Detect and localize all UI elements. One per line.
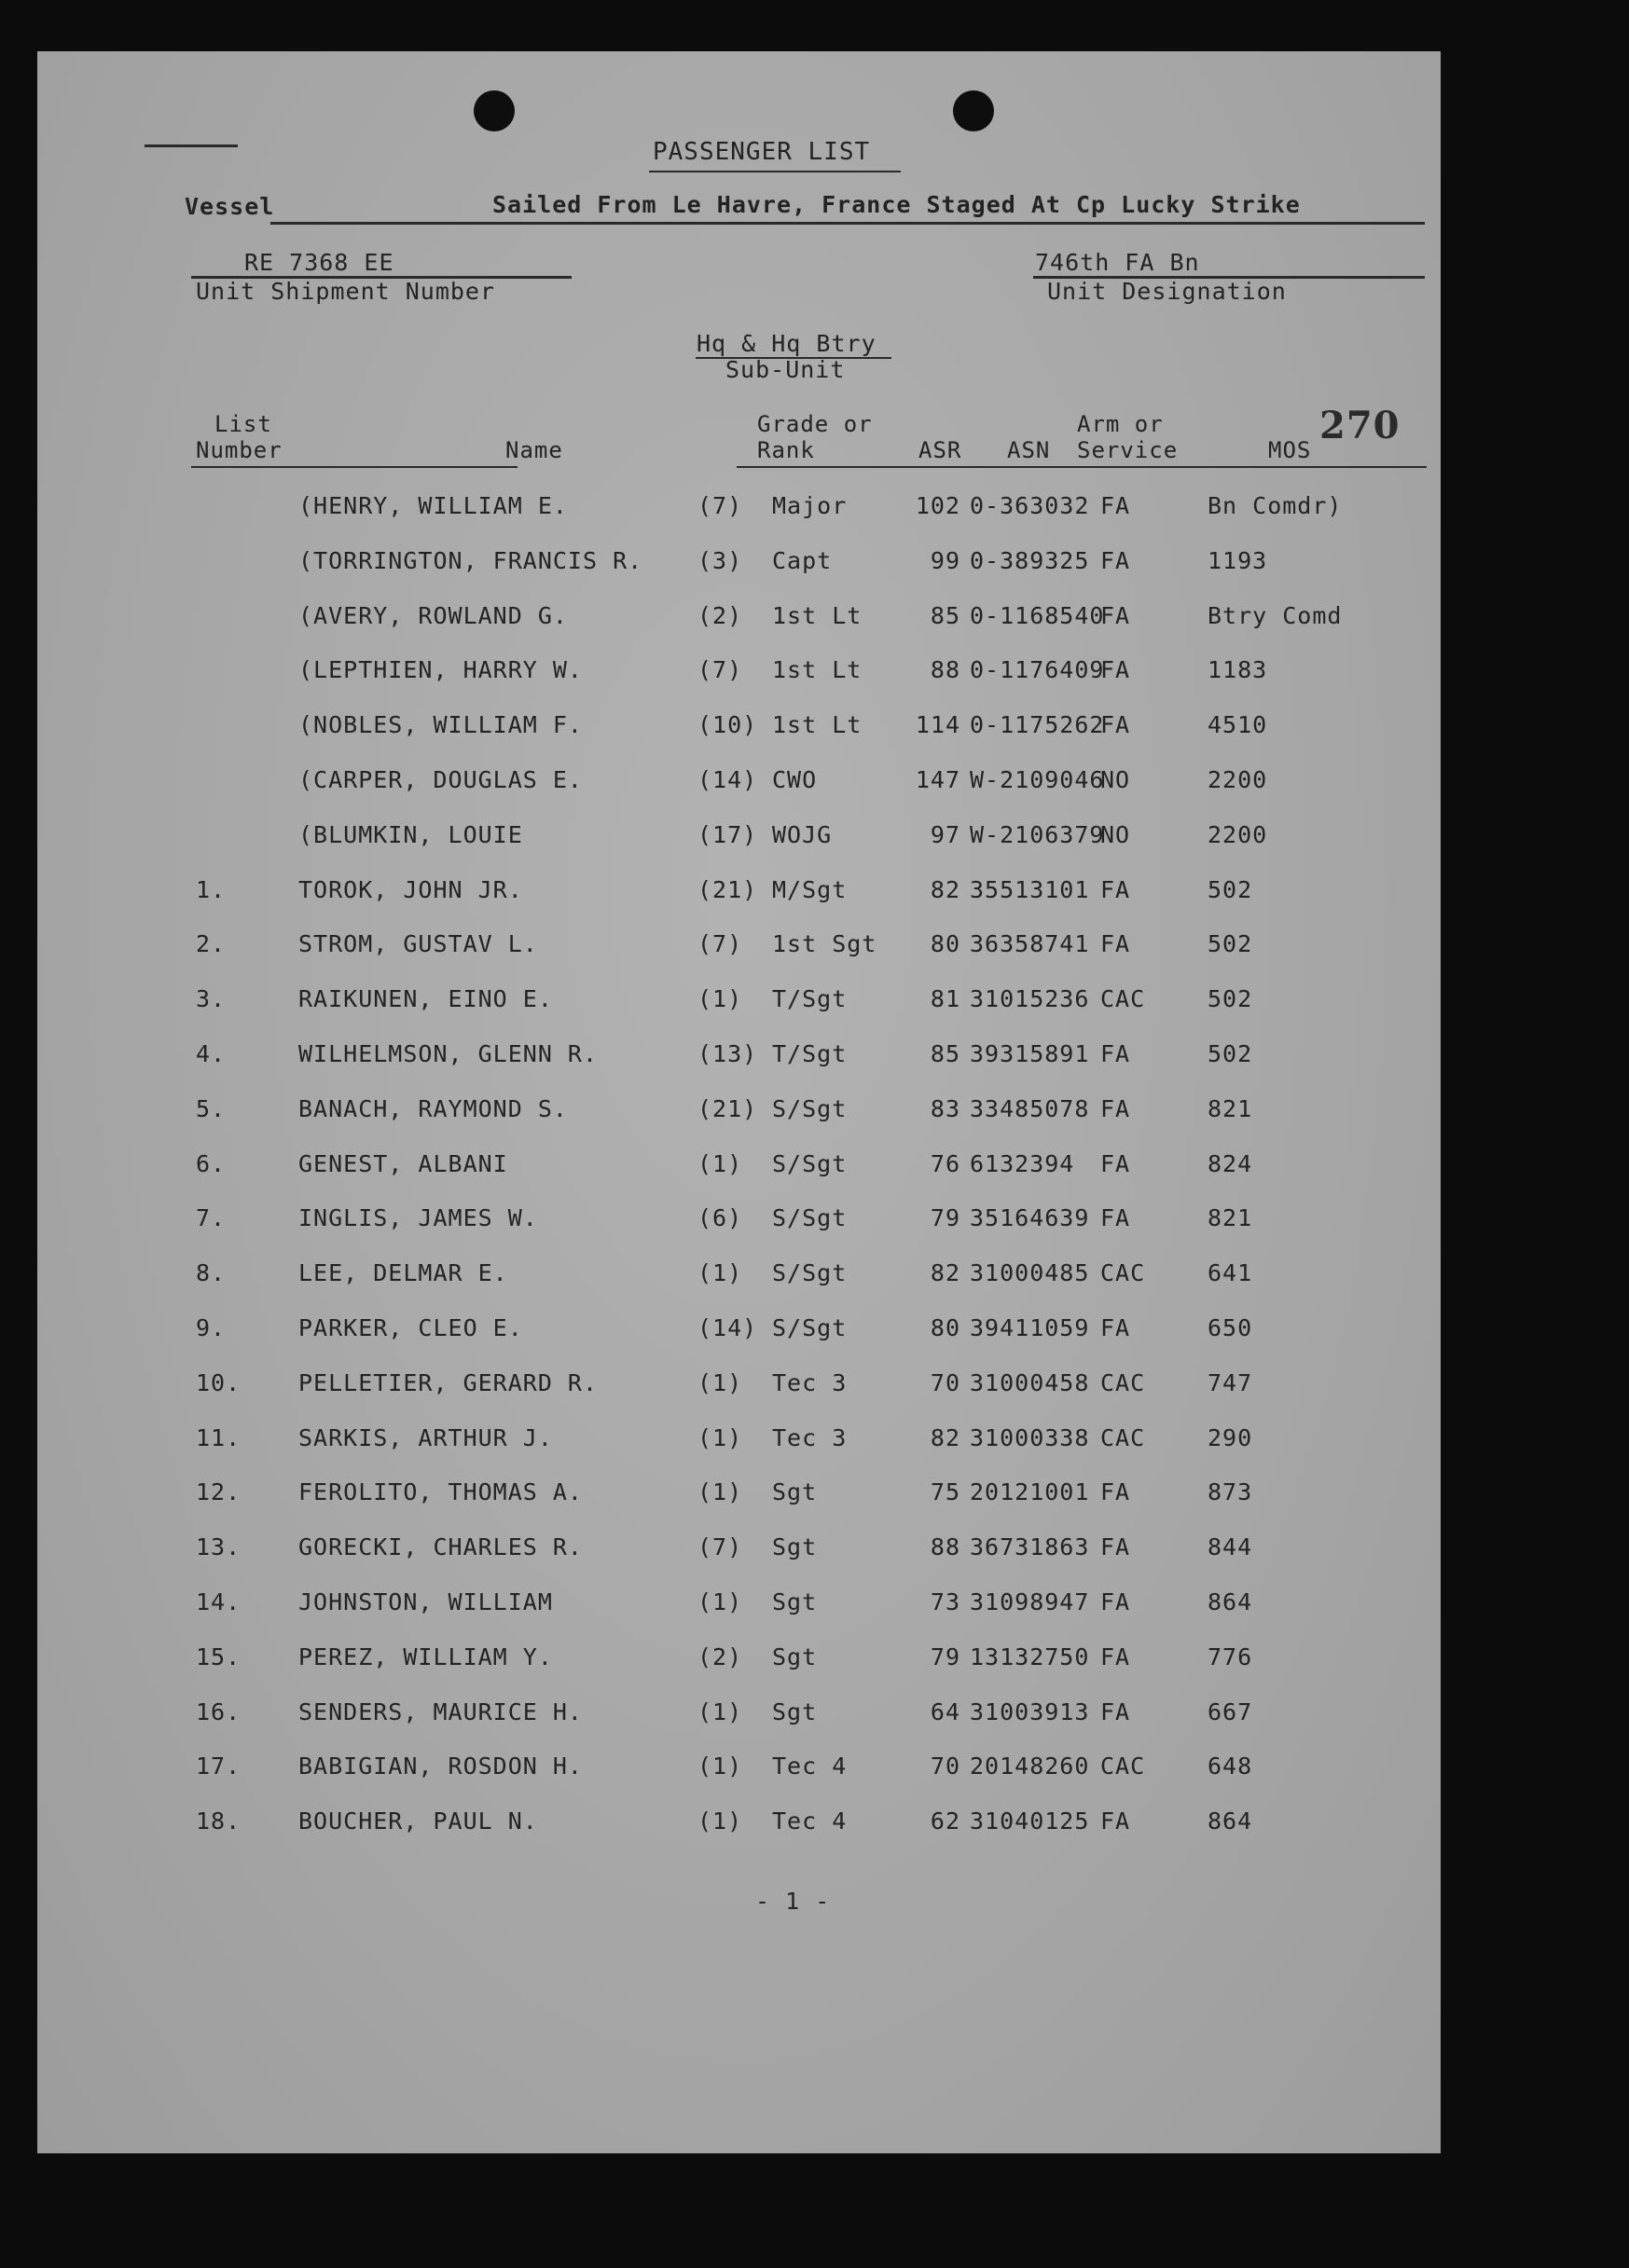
arm-or-service: FA: [1100, 547, 1131, 574]
mos: 747: [1208, 1369, 1253, 1396]
passenger-name: BOUCHER, PAUL N.: [298, 1808, 538, 1835]
arm-or-service: FA: [1100, 1040, 1131, 1067]
asn: 31040125: [970, 1808, 1090, 1835]
rank: WOJG: [772, 821, 833, 848]
list-number: 18.: [196, 1808, 242, 1835]
unit-designation-label: Unit Designation: [1047, 278, 1287, 305]
passenger-name: PEREZ, WILLIAM Y.: [298, 1643, 553, 1670]
grade-code: (1): [697, 985, 743, 1012]
mos: 650: [1208, 1314, 1253, 1341]
rank: 1st Sgt: [772, 930, 877, 957]
asr: 85: [930, 602, 960, 629]
grade-code: (1): [697, 1698, 743, 1725]
rank: Major: [772, 492, 848, 519]
asn: 0-1168540: [970, 602, 1105, 629]
asr: 75: [930, 1478, 960, 1505]
sailed-from-text: Sailed From Le Havre, France Staged At Cp Lucky Strike: [492, 191, 1301, 218]
mos: 824: [1208, 1150, 1253, 1177]
passenger-name: (HENRY, WILLIAM E.: [298, 492, 568, 519]
list-number: 5.: [196, 1095, 227, 1122]
list-number: 9.: [196, 1314, 227, 1341]
rank: Sgt: [772, 1478, 818, 1505]
asn: 20148260: [970, 1753, 1090, 1780]
rank: Capt: [772, 547, 833, 574]
asn: 31015236: [970, 985, 1090, 1012]
arm-or-service: CAC: [1100, 1259, 1146, 1286]
list-number: 1.: [196, 876, 227, 903]
asn: 33485078: [970, 1095, 1090, 1122]
grade-code: (14): [697, 1314, 758, 1341]
rank: T/Sgt: [772, 1040, 848, 1067]
asn: 31003913: [970, 1698, 1090, 1725]
passenger-name: RAIKUNEN, EINO E.: [298, 985, 553, 1012]
mos: 776: [1208, 1643, 1253, 1670]
grade-code: (1): [697, 1588, 743, 1615]
mos: 873: [1208, 1478, 1253, 1505]
passenger-name: TOROK, JOHN JR.: [298, 876, 523, 903]
passenger-name: GORECKI, CHARLES R.: [298, 1533, 583, 1560]
passenger-name: INGLIS, JAMES W.: [298, 1204, 538, 1231]
mos: 502: [1208, 930, 1253, 957]
vessel-label: Vessel: [185, 193, 275, 220]
grade-code: (13): [697, 1040, 758, 1067]
grade-code: (7): [697, 492, 743, 519]
vessel-line: [270, 222, 1425, 225]
grade-code: (1): [697, 1424, 743, 1451]
passenger-name: BANACH, RAYMOND S.: [298, 1095, 568, 1122]
arm-or-service: FA: [1100, 1698, 1131, 1725]
grade-code: (7): [697, 930, 743, 957]
arm-or-service: CAC: [1100, 985, 1146, 1012]
list-number: 14.: [196, 1588, 242, 1615]
passenger-name: JOHNSTON, WILLIAM: [298, 1588, 553, 1615]
grade-code: (2): [697, 1643, 743, 1670]
arm-or-service: NO: [1100, 821, 1131, 848]
rank: CWO: [772, 766, 818, 793]
asr: 83: [930, 1095, 960, 1122]
col-asr: ASR: [918, 437, 962, 463]
asr: 88: [930, 656, 960, 683]
grade-code: (21): [697, 876, 758, 903]
mos: 1183: [1208, 656, 1268, 683]
arm-or-service: FA: [1100, 1478, 1131, 1505]
rank: Sgt: [772, 1643, 818, 1670]
passenger-name: GENEST, ALBANI: [298, 1150, 508, 1177]
rank: 1st Lt: [772, 656, 863, 683]
arm-or-service: FA: [1100, 1204, 1131, 1231]
grade-code: (14): [697, 766, 758, 793]
arm-or-service: FA: [1100, 602, 1131, 629]
rank: 1st Lt: [772, 602, 863, 629]
grade-code: (2): [697, 602, 743, 629]
rank: Tec 3: [772, 1369, 848, 1396]
passenger-name: (TORRINGTON, FRANCIS R.: [298, 547, 643, 574]
asr: 81: [930, 985, 960, 1012]
asn: 13132750: [970, 1643, 1090, 1670]
asr: 114: [915, 711, 960, 738]
mos: 2200: [1208, 821, 1268, 848]
passenger-name: (LEPTHIEN, HARRY W.: [298, 656, 583, 683]
asr: 79: [930, 1204, 960, 1231]
arm-or-service: FA: [1100, 656, 1131, 683]
corner-mark: [145, 144, 238, 147]
col-arm-1: Arm or: [1077, 411, 1164, 437]
col-mos: MOS: [1268, 437, 1312, 463]
col-arm-2: Service: [1077, 437, 1179, 463]
arm-or-service: CAC: [1100, 1369, 1146, 1396]
mos: 641: [1208, 1259, 1253, 1286]
grade-code: (1): [697, 1753, 743, 1780]
mos: 821: [1208, 1095, 1253, 1122]
grade-code: (1): [697, 1259, 743, 1286]
grade-code: (1): [697, 1150, 743, 1177]
rank: Sgt: [772, 1588, 818, 1615]
asn: 39315891: [970, 1040, 1090, 1067]
header-underline-left: [191, 466, 518, 468]
col-asn: ASN: [1007, 437, 1051, 463]
passenger-name: WILHELMSON, GLENN R.: [298, 1040, 599, 1067]
grade-code: (7): [697, 1533, 743, 1560]
rank: Sgt: [772, 1698, 818, 1725]
asn: 31000338: [970, 1424, 1090, 1451]
grade-code: (21): [697, 1095, 758, 1122]
grade-code: (6): [697, 1204, 743, 1231]
asr: 70: [930, 1369, 960, 1396]
document-sheet: [37, 51, 1441, 2153]
list-number: 10.: [196, 1369, 242, 1396]
grade-code: (10): [697, 711, 758, 738]
rank: S/Sgt: [772, 1314, 848, 1341]
asn: 0-363032: [970, 492, 1090, 519]
list-number: 6.: [196, 1150, 227, 1177]
mos: 290: [1208, 1424, 1253, 1451]
asr: 76: [930, 1150, 960, 1177]
list-number: 15.: [196, 1643, 242, 1670]
asr: 82: [930, 876, 960, 903]
arm-or-service: FA: [1100, 930, 1131, 957]
mos: 502: [1208, 1040, 1253, 1067]
arm-or-service: FA: [1100, 1314, 1131, 1341]
asn: 31098947: [970, 1588, 1090, 1615]
rank: T/Sgt: [772, 985, 848, 1012]
asn: 36358741: [970, 930, 1090, 957]
rank: Tec 4: [772, 1753, 848, 1780]
rank: S/Sgt: [772, 1204, 848, 1231]
mos: 864: [1208, 1808, 1253, 1835]
grade-code: (17): [697, 821, 758, 848]
unit-shipment-value: RE 7368 EE: [244, 249, 394, 276]
asn: W-2109046: [970, 766, 1105, 793]
mos: 821: [1208, 1204, 1253, 1231]
passenger-name: SARKIS, ARTHUR J.: [298, 1424, 553, 1451]
rank: Tec 3: [772, 1424, 848, 1451]
asr: 73: [930, 1588, 960, 1615]
punch-hole: [474, 90, 515, 131]
arm-or-service: FA: [1100, 1533, 1131, 1560]
arm-or-service: FA: [1100, 711, 1131, 738]
mos: 1193: [1208, 547, 1268, 574]
sub-unit-label: Sub-Unit: [725, 356, 846, 383]
list-number: 17.: [196, 1753, 242, 1780]
document-title: PASSENGER LIST: [653, 138, 871, 166]
passenger-name: SENDERS, MAURICE H.: [298, 1698, 583, 1725]
asr: 64: [930, 1698, 960, 1725]
page-stamp-number: 270: [1319, 404, 1401, 447]
grade-code: (3): [697, 547, 743, 574]
passenger-name: STROM, GUSTAV L.: [298, 930, 538, 957]
passenger-name: PARKER, CLEO E.: [298, 1314, 523, 1341]
list-number: 13.: [196, 1533, 242, 1560]
unit-designation-value: 746th FA Bn: [1035, 249, 1200, 276]
mos: 864: [1208, 1588, 1253, 1615]
rank: Tec 4: [772, 1808, 848, 1835]
list-number: 2.: [196, 930, 227, 957]
passenger-name: PELLETIER, GERARD R.: [298, 1369, 599, 1396]
asr: 79: [930, 1643, 960, 1670]
unit-shipment-label: Unit Shipment Number: [196, 278, 496, 305]
grade-code: (7): [697, 656, 743, 683]
asn: W-2106379: [970, 821, 1105, 848]
arm-or-service: FA: [1100, 492, 1131, 519]
arm-or-service: CAC: [1100, 1424, 1146, 1451]
arm-or-service: FA: [1100, 1588, 1131, 1615]
mos: 502: [1208, 876, 1253, 903]
arm-or-service: FA: [1100, 1808, 1131, 1835]
asr: 88: [930, 1533, 960, 1560]
list-number: 16.: [196, 1698, 242, 1725]
asn: 0-1175262: [970, 711, 1105, 738]
asr: 62: [930, 1808, 960, 1835]
asn: 6132394: [970, 1150, 1075, 1177]
asr: 70: [930, 1753, 960, 1780]
col-grade-2: Rank: [757, 437, 815, 463]
list-number: 4.: [196, 1040, 227, 1067]
mos: 648: [1208, 1753, 1253, 1780]
arm-or-service: FA: [1100, 1643, 1131, 1670]
asn: 39411059: [970, 1314, 1090, 1341]
rank: S/Sgt: [772, 1150, 848, 1177]
col-name: Name: [505, 437, 563, 463]
asn: 20121001: [970, 1478, 1090, 1505]
arm-or-service: NO: [1100, 766, 1131, 793]
asn: 31000485: [970, 1259, 1090, 1286]
list-number: 11.: [196, 1424, 242, 1451]
list-number: 7.: [196, 1204, 227, 1231]
header-underline-right: [737, 466, 1427, 468]
passenger-name: (CARPER, DOUGLAS E.: [298, 766, 583, 793]
asr: 85: [930, 1040, 960, 1067]
asn: 31000458: [970, 1369, 1090, 1396]
asr: 82: [930, 1259, 960, 1286]
asn: 0-389325: [970, 547, 1090, 574]
col-grade-1: Grade or: [757, 411, 873, 437]
asr: 80: [930, 930, 960, 957]
arm-or-service: FA: [1100, 876, 1131, 903]
asn: 35164639: [970, 1204, 1090, 1231]
col-list-number-1: List: [214, 411, 272, 437]
list-number: 3.: [196, 985, 227, 1012]
punch-hole: [953, 90, 994, 131]
asn: 35513101: [970, 876, 1090, 903]
grade-code: (1): [697, 1369, 743, 1396]
arm-or-service: CAC: [1100, 1753, 1146, 1780]
mos: 844: [1208, 1533, 1253, 1560]
asr: 147: [915, 766, 960, 793]
rank: Sgt: [772, 1533, 818, 1560]
mos: 4510: [1208, 711, 1268, 738]
list-number: 8.: [196, 1259, 227, 1286]
asr: 80: [930, 1314, 960, 1341]
list-number: 12.: [196, 1478, 242, 1505]
asr: 82: [930, 1424, 960, 1451]
page-number: - 1 -: [755, 1888, 831, 1915]
passenger-name: (BLUMKIN, LOUIE: [298, 821, 523, 848]
sub-unit-value: Hq & Hq Btry: [697, 330, 877, 357]
passenger-name: LEE, DELMAR E.: [298, 1259, 508, 1286]
rank: S/Sgt: [772, 1095, 848, 1122]
passenger-name: (AVERY, ROWLAND G.: [298, 602, 568, 629]
passenger-name: FEROLITO, THOMAS A.: [298, 1478, 583, 1505]
col-list-number-2: Number: [196, 437, 283, 463]
grade-code: (1): [697, 1478, 743, 1505]
asr: 99: [930, 547, 960, 574]
asn: 0-1176409: [970, 656, 1105, 683]
mos: Bn Comdr): [1208, 492, 1343, 519]
arm-or-service: FA: [1100, 1150, 1131, 1177]
grade-code: (1): [697, 1808, 743, 1835]
passenger-name: BABIGIAN, ROSDON H.: [298, 1753, 583, 1780]
mos: 502: [1208, 985, 1253, 1012]
title-underline: [649, 171, 901, 172]
mos: 667: [1208, 1698, 1253, 1725]
asr: 97: [930, 821, 960, 848]
asn: 36731863: [970, 1533, 1090, 1560]
passenger-name: (NOBLES, WILLIAM F.: [298, 711, 583, 738]
arm-or-service: FA: [1100, 1095, 1131, 1122]
mos: Btry Comd: [1208, 602, 1343, 629]
rank: S/Sgt: [772, 1259, 848, 1286]
asr: 102: [915, 492, 960, 519]
rank: 1st Lt: [772, 711, 863, 738]
rank: M/Sgt: [772, 876, 848, 903]
mos: 2200: [1208, 766, 1268, 793]
